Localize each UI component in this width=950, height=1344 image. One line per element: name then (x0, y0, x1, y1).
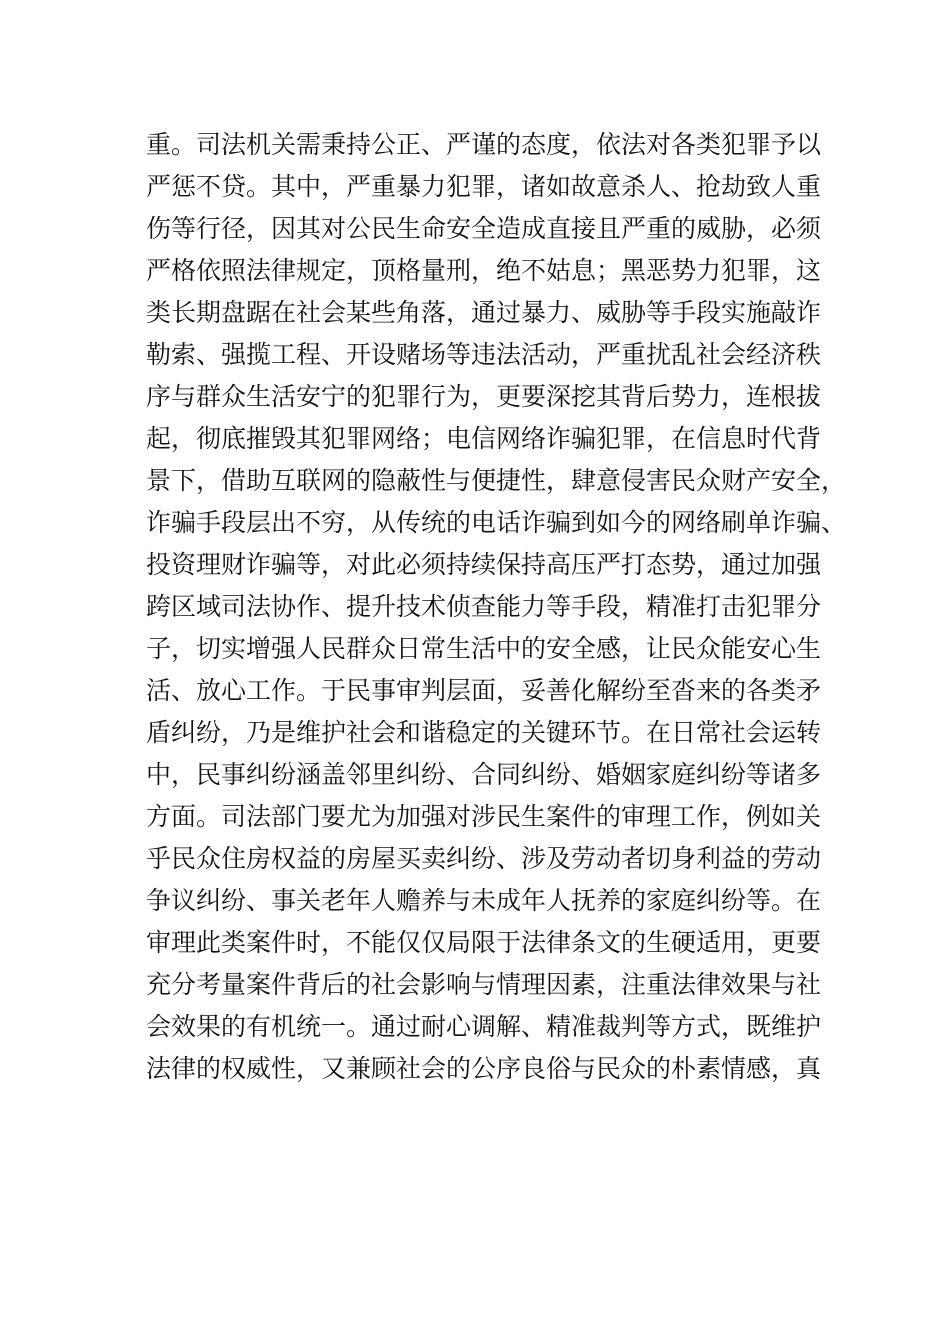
text-line: 投资理财诈骗等，对此必须持续保持高压严打态势，通过加强 (146, 550, 822, 579)
text-line: 伤等行径，因其对公民生命安全造成直接且严重的威胁，必须 (146, 214, 822, 243)
text-line: 类长期盘踞在社会某些角落，通过暴力、威胁等手段实施敲诈 (146, 298, 822, 327)
text-line: 方面。司法部门要尤为加强对涉民生案件的审理工作，例如关 (146, 802, 822, 831)
text-line: 盾纠纷，乃是维护社会和谐稳定的关键环节。在日常社会运转 (146, 718, 822, 747)
text-line: 审理此类案件时，不能仅仅局限于法律条文的生硬适用，更要 (146, 928, 822, 957)
text-line: 景下，借助互联网的隐蔽性与便捷性，肆意侵害民众财产安全， (146, 466, 847, 495)
text-line: 起，彻底摧毁其犯罪网络；电信网络诈骗犯罪，在信息时代背 (146, 424, 822, 453)
text-line: 子，切实增强人民群众日常生活中的安全感，让民众能安心生 (146, 634, 822, 663)
text-line: 会效果的有机统一。通过耐心调解、精准裁判等方式，既维护 (146, 1012, 822, 1041)
text-line: 重。司法机关需秉持公正、严谨的态度，依法对各类犯罪予以 (146, 130, 822, 159)
text-line: 乎民众住房权益的房屋买卖纠纷、涉及劳动者切身利益的劳动 (146, 844, 822, 873)
text-line: 勒索、强揽工程、开设赌场等违法活动，严重扰乱社会经济秩 (146, 340, 822, 369)
text-line: 法律的权威性，又兼顾社会的公序良俗与民众的朴素情感，真 (146, 1054, 822, 1083)
text-line: 充分考量案件背后的社会影响与情理因素，注重法律效果与社 (146, 970, 822, 999)
text-line: 跨区域司法协作、提升技术侦查能力等手段，精准打击犯罪分 (146, 592, 822, 621)
text-line: 中，民事纠纷涵盖邻里纠纷、合同纠纷、婚姻家庭纠纷等诸多 (146, 760, 822, 789)
text-line: 争议纠纷、事关老年人赡养与未成年人抚养的家庭纠纷等。在 (146, 886, 822, 915)
body-paragraph (146, 124, 847, 1090)
text-line: 活、放心工作。于民事审判层面，妥善化解纷至沓来的各类矛 (146, 676, 822, 705)
text-line: 诈骗手段层出不穷，从传统的电话诈骗到如今的网络刷单诈骗、 (146, 508, 847, 537)
text-line: 严格依照法律规定，顶格量刑，绝不姑息；黑恶势力犯罪，这 (146, 256, 822, 285)
text-line: 序与群众生活安宁的犯罪行为，更要深挖其背后势力，连根拔 (146, 382, 822, 411)
text-line: 严惩不贷。其中，严重暴力犯罪，诸如故意杀人、抢劫致人重 (146, 172, 822, 201)
